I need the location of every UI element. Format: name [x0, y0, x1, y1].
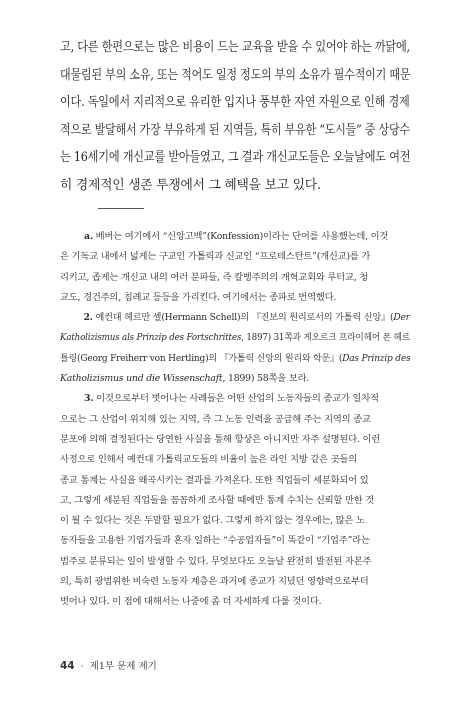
- footnote-2: [60, 308, 410, 389]
- footnote-line: 베버는 여기에서 “신앙고백”(Konfession)이라는 단어를 사용했는데, 이것: [95, 231, 389, 242]
- footnote-line: 리키고, 좁게는 개신교 내의 여러 분파들, 즉 칼뱅주의의 개혁교회와 루터교, 청: [60, 271, 369, 283]
- footnote-line: 이것으로부터 벗어나는 사례들은 어떤 산업의 노동자들의 종교가 일차적: [96, 393, 379, 405]
- book-title-italic: Das Prinzip des: [342, 352, 411, 364]
- book-title-italic: Katholizismus als Prinzip des Fortschrittes: [60, 332, 242, 344]
- footnote-line: 은 기독교 내에서 넓게는 구교인 가톨릭과 신교인 “프로테스탄트”(개신교)를 가: [60, 251, 371, 263]
- body-line: 고, 다른 한편으로는 많은 비용이 드는 교육을 받을 수 있어야 하는 까닭에,: [60, 40, 410, 55]
- footnote-text: , 1897) 31쪽과 게오르크 프라이헤어 폰 헤르: [241, 332, 410, 344]
- footnote-line: 동자들을 고용한 기업가들과 혼자 일하는 “수공업자들”이 똑같이 “기업주”라는: [60, 535, 370, 547]
- footnote-line: 교도, 경건주의, 침례교 등등을 가리킨다. 여기에서는 종파로 번역했다.: [60, 291, 337, 303]
- footnote-line: 이 될 수 있다는 것은 두말할 필요가 없다. 그렇게 하지 않는 경우에는, 많은 노: [60, 515, 365, 527]
- running-head: 제1부 문제 제기: [89, 661, 157, 672]
- body-line: 대물림된 부의 소유, 또는 적어도 일정 정도의 부의 소유가 필수적이기 때문: [60, 67, 411, 83]
- footnote-line: 의, 특히 광범위한 비숙련 노동자 계층은 과거에 종교가 지녔던 영향력으로부터: [60, 576, 369, 588]
- footnote-line: 범주로 분류되는 일이 발생할 수 있다. 무엇보다도 오늘날 완전히 발전된 자본주: [60, 555, 372, 567]
- body-line: 이다. 독일에서 지리적으로 유리한 입지나 풍부한 자연 자원으로 인해 경제: [60, 95, 410, 111]
- footnote-text: 틀링(Georg Freiherr von Hertling)의 『가톨릭 신앙의 원리와 학문』(: [60, 352, 343, 364]
- footnote-marker: 3.: [84, 393, 94, 405]
- footnote-marker: a.: [84, 231, 93, 242]
- footnote-line: 사정으로 인해서 예컨대 가톨릭교도들의 비율이 높은 라인 지방 같은 곳들의: [60, 454, 358, 466]
- page-number: 44: [60, 660, 75, 672]
- footnote-3: [60, 389, 410, 612]
- footnote-line: 종교 통계는 사실을 왜곡시키는 결과를 가져온다. 또한 직업들이 세분화되어 있: [60, 474, 369, 486]
- footer-separator: ·: [80, 661, 84, 672]
- body-paragraph: [60, 34, 410, 200]
- footnote-marker: 2.: [83, 312, 93, 324]
- footnote-text: , 1899) 58쪽을 보라.: [222, 373, 310, 385]
- body-line: 히 경제적인 생존 투쟁에서 그 혜택을 보고 있다.: [60, 177, 321, 193]
- footnote-a: [60, 227, 410, 308]
- footnote-divider: [98, 208, 144, 209]
- footnote-line: 분포에 의해 결정된다는 당연한 사실을 통해 항상은 아니지만 자주 설명된다. 이런: [60, 433, 381, 445]
- body-line: 는 16세기에 개신교를 받아들였고, 그 결과 개신교도들은 오늘날에도 여전: [60, 150, 411, 166]
- footnote-text: 예컨대 헤르만 셸(Hermann Schell)의 『진보의 원리로서의 가톨릭 신앙』(: [95, 312, 394, 324]
- footnote-line: 으로는 그 산업이 위치해 있는 지역, 즉 그 노동 인력을 공급해 주는 지역의 종교: [60, 413, 371, 425]
- body-line: 적으로 발달해서 가장 부유하게 된 지역들, 특히 부유한 “도시들” 중 상당수: [60, 122, 410, 138]
- page-footer: [60, 658, 157, 672]
- footnote-line: 벗어나 있다. 이 점에 대해서는 나중에 좀 더 자세하게 다룰 것이다.: [60, 596, 322, 608]
- footnote-line: 고, 그렇게 세분된 직업들을 꼼꼼하게 조사할 때에만 통계 수치는 신뢰할 만한 것: [60, 494, 375, 506]
- book-title-italic: Der: [393, 312, 410, 324]
- book-title-italic: Katholizismus und die Wissenschaft: [60, 373, 223, 385]
- footnotes: [60, 227, 410, 613]
